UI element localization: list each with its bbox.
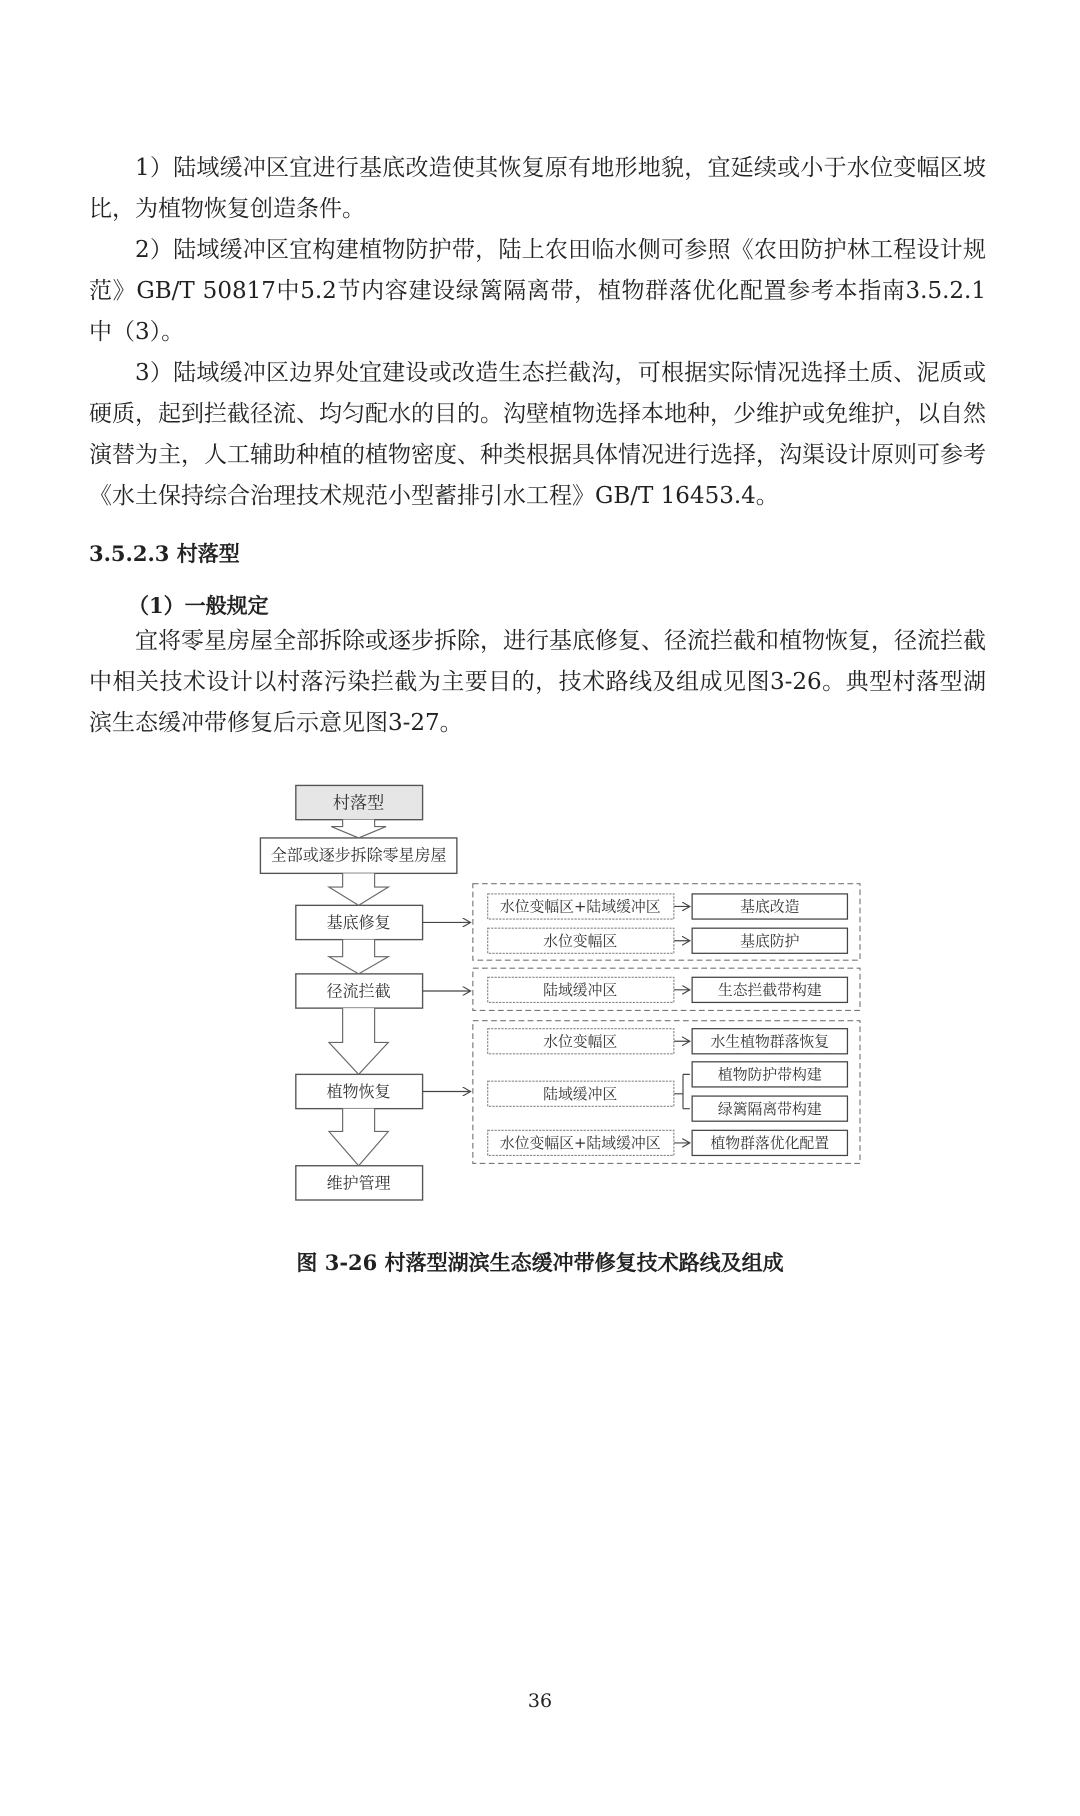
zone-label: 水位变幅区 (543, 1033, 618, 1051)
zone-label: 陆域缓冲区 (543, 982, 618, 999)
label-maintenance: 维护管理 (326, 1173, 391, 1193)
measure-label: 植物防护带构建 (717, 1066, 822, 1084)
measure-label: 基底防护 (740, 932, 800, 950)
zone-label: 陆域缓冲区 (543, 1085, 618, 1103)
measure-label: 基底改造 (740, 898, 800, 916)
measure-label: 生态拦截带构建 (717, 982, 822, 999)
label-village: 村落型 (332, 793, 385, 814)
section-heading: 3.5.2.3 村落型 (89, 541, 240, 566)
measure-label: 水生植物群落恢复 (710, 1033, 830, 1051)
flowchart-container (251, 774, 874, 1208)
label-runoff: 径流拦截 (326, 981, 391, 1001)
paragraph-3: 3）陆域缓冲区边界处宜建设或改造生态拦截沟，可根据实际情况选择土质、泥质或硬质，起到拦截径流、均匀配水的目的。沟壁植物选择本地种，少维护或免维护，以自然演替为主，人工辅助种植的植物密度、种类根据具体情况进行选择，沟渠设计原则可参考《水土保持综合治理技术规范小型蓄排引水工程》GB/T 16453.4。 (89, 360, 986, 509)
paragraph-1: 1）陆域缓冲区宜进行基底改造使其恢复原有地形地貌，宜延续或小于水位变幅区坡比，为植物恢复创造条件。 (89, 155, 986, 222)
zone-label: 水位变幅区+陆域缓冲区 (499, 898, 661, 916)
label-substrate: 基底修复 (326, 913, 391, 933)
zone-label: 水位变幅区+陆域缓冲区 (499, 1135, 661, 1153)
label-demolish: 全部或逐步拆除零星房屋 (270, 845, 447, 865)
flowchart (251, 774, 874, 1208)
body-paragraph: 宜将零星房屋全部拆除或逐步拆除，进行基底修复、径流拦截和植物恢复，径流拦截中相关技术设计以村落污染拦截为主要目的，技术路线及组成见图3-26。典型村落型湖滨生态缓冲带修复后示意见图3-27。 (89, 628, 986, 736)
sub-heading: （1）一般规定 (128, 593, 269, 618)
paragraph-2: 2）陆域缓冲区宜构建植物防护带，陆上农田临水侧可参照《农田防护林工程设计规范》GB/T 50817中5.2节内容建设绿篱隔离带，植物群落优化配置参考本指南3.5.2.1中（3）。 (89, 237, 986, 345)
measure-label: 绿篱隔离带构建 (717, 1100, 822, 1118)
measure-label: 植物群落优化配置 (710, 1135, 830, 1153)
page-number: 36 (527, 1690, 553, 1712)
page-content (89, 148, 986, 1278)
label-vegetation: 植物恢复 (326, 1082, 391, 1102)
figure-caption: 图 3-26 村落型湖滨生态缓冲带修复技术路线及组成 (296, 1250, 784, 1275)
zone-label: 水位变幅区 (543, 932, 618, 950)
